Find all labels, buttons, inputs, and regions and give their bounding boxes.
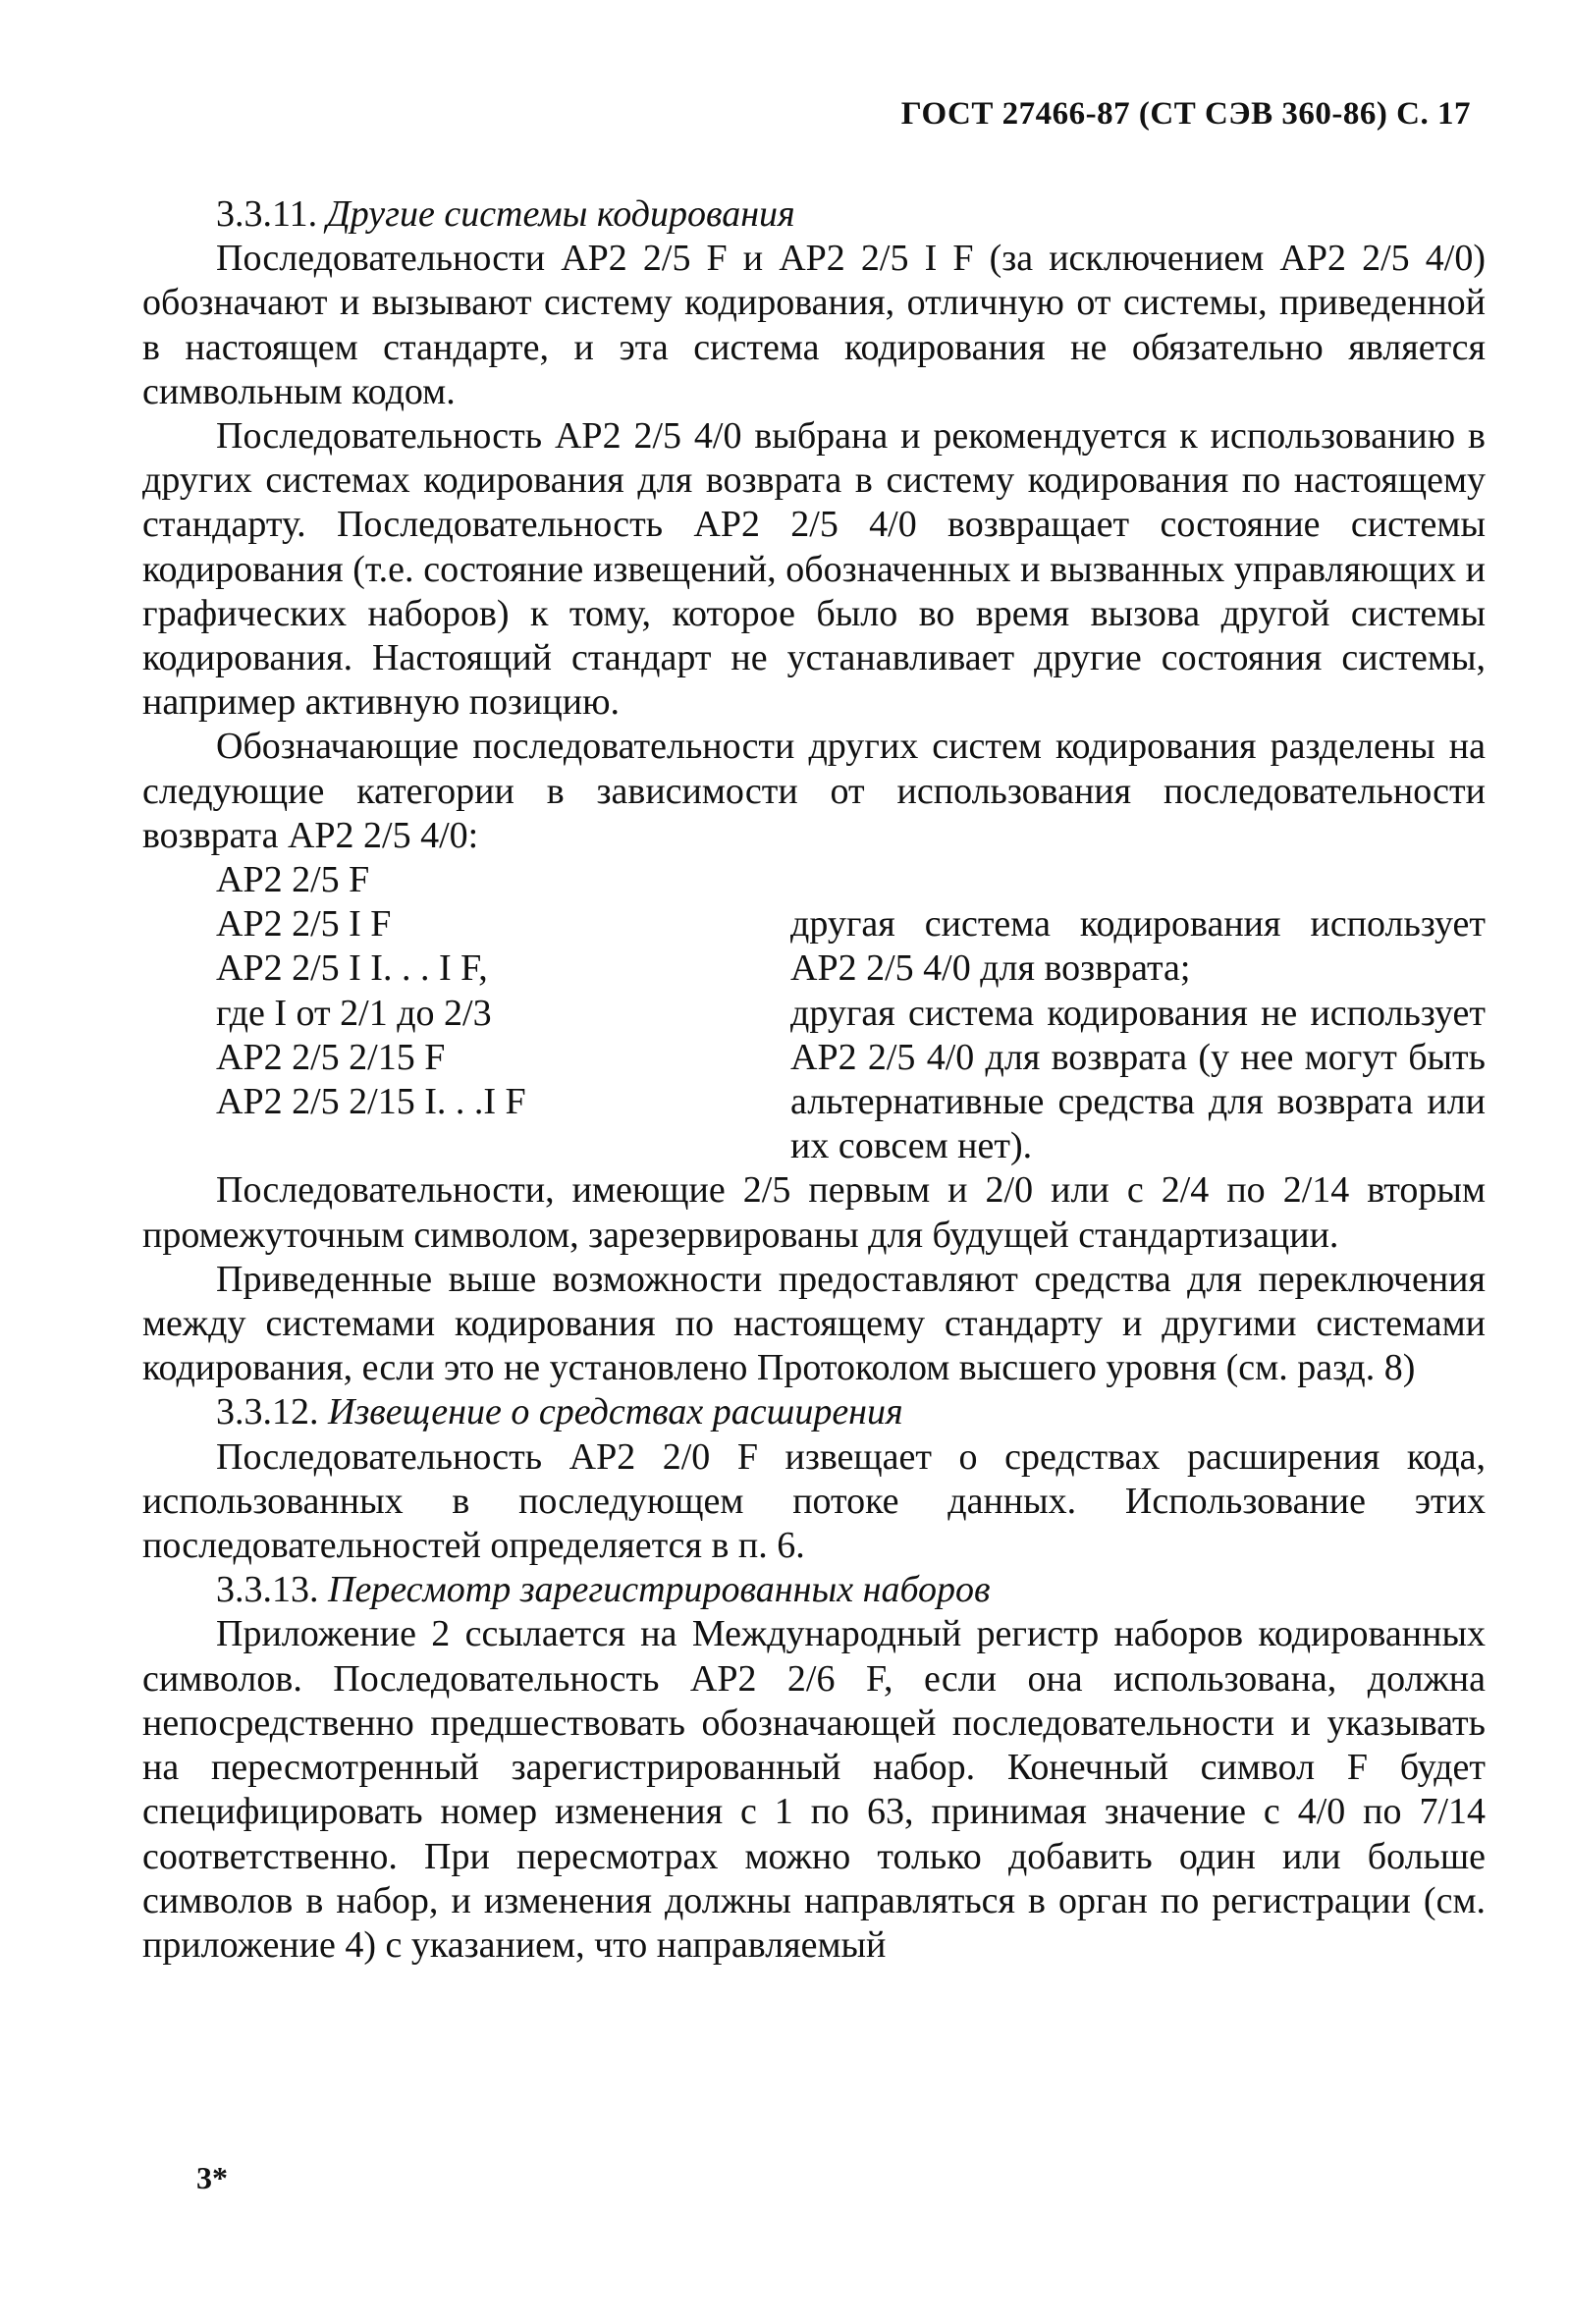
section-title: Пересмотр зарегистрированных наборов [328, 1569, 991, 1611]
paragraph: Приведенные выше возможности предоставляют средства для переключения между системами кодирования по настоящему стандарту и другими системами кодирования, если это не установлено Протоколом высшего уровня (см. разд. 8) [142, 1258, 1486, 1389]
sequence-item: АР2 2/5 I F [216, 903, 392, 946]
sequence-list [142, 858, 790, 1168]
section-number: 3.3.12. [216, 1391, 319, 1433]
sequence-item: АР2 2/5 2/15 I. . .I F [216, 1081, 526, 1123]
sequence-table [142, 858, 1486, 1168]
sequence-item: АР2 2/5 I I. . . I F, [216, 947, 488, 990]
paragraph: Последовательности АР2 2/5 F и АР2 2/5 I F (за исключением АР2 2/5 4/0) обозначают и вызывают систему кодирования, отличную от системы, приведенной в настоящем стандарте, и эта система кодирования не обязательно является символьным кодом. [142, 238, 1486, 412]
paragraph: Последовательности, имеющие 2/5 первым и 2/0 или с 2/4 по 2/14 вторым промежуточным символом, зарезервированы для будущей стандартизации. [142, 1169, 1486, 1256]
document-body [142, 192, 1486, 1968]
sequence-item: где I от 2/1 до 2/3 [216, 992, 492, 1034]
paragraph: Последовательность АР2 2/0 F извещает о средствах расширения кода, использованных в последующем потоке данных. Использование этих последовательностей определяется в п. 6. [142, 1435, 1486, 1567]
paragraph: Приложение 2 ссылается на Международный регистр наборов кодированных символов. Последовательность АР2 2/6 F, если она использована, должна непосредственно предшествовать обозначающей последовательности и указывать на пересмотренный зарегистрированный набор. Конечный символ F будет специфицировать номер изменения с 1 по 63, принимая значение с 4/0 по 7/14 соответственно. При пересмотрах можно только добавить один или больше символов в набор, и изменения должны направляться в орган по регистрации (см. приложение 4) с указанием, что направляемый [142, 1613, 1486, 1966]
section-title: Извещение о средствах расширения [328, 1391, 903, 1433]
section-number: 3.3.13. [216, 1569, 319, 1611]
page-signature-mark: 3* [196, 2160, 228, 2195]
paragraph: Последовательность АР2 2/5 4/0 выбрана и рекомендуется к использованию в других системах кодирования для возврата в систему кодирования по настоящему стандарту. Последовательность АР2 2/5 4/0 возвращает состояние системы кодирования (т.е. состояние извещений, обозначенных и вызванных управляющих и графических наборов) к тому, которое было во время вызова другой системы кодирования. Настоящий стандарт не устанавливает другие состояния системы, например активную позицию. [142, 415, 1486, 724]
sequence-item: АР2 2/5 F [216, 859, 370, 901]
note-no-return: другая система кодирования не использует АР2 2/5 4/0 для возврата (у нее могут быть альтернативные средства для возврата или их совсем нет). [790, 992, 1486, 1167]
note-uses-return: другая система кодирования использует АР2 2/5 4/0 для возврата; [790, 903, 1486, 990]
section-heading-3-3-11 [142, 192, 1486, 237]
section-heading-3-3-13 [142, 1568, 1486, 1612]
sequence-notes [790, 858, 1486, 1168]
section-number: 3.3.11. [216, 193, 318, 235]
sequence-item: АР2 2/5 2/15 F [216, 1036, 446, 1078]
section-heading-3-3-12 [142, 1390, 1486, 1434]
section-title: Другие системы кодирования [326, 193, 795, 235]
paragraph: Обозначающие последовательности других систем кодирования разделены на следующие категории в зависимости от использования последовательности возврата АР2 2/5 4/0: [142, 726, 1486, 856]
page-header: ГОСТ 27466-87 (СТ СЭВ 360-86) С. 17 [900, 96, 1471, 132]
spacer [790, 858, 1486, 902]
